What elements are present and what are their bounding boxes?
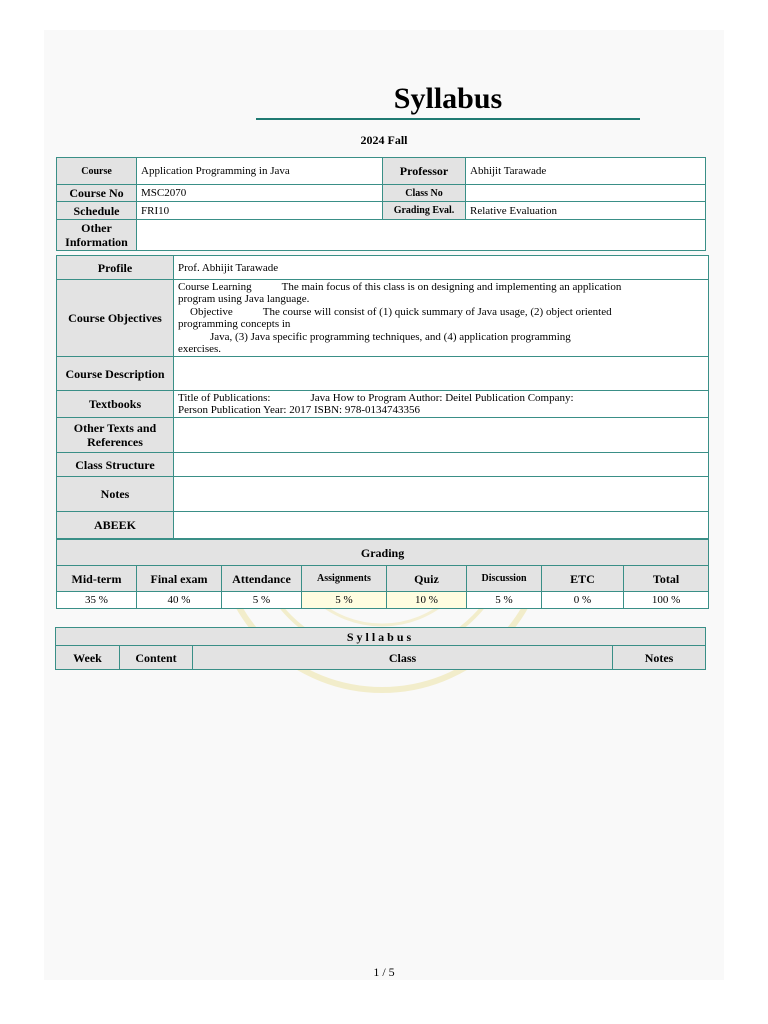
other-texts-label: Other Texts and References — [57, 418, 174, 453]
objectives-line: Objective — [190, 305, 233, 318]
textbooks-value — [174, 391, 709, 418]
grading-header: Discussion — [467, 566, 542, 592]
grading-value: 5 % — [302, 592, 387, 609]
grading-eval-value: Relative Evaluation — [466, 202, 706, 220]
page-total: / 5 — [382, 965, 395, 979]
grading-header: ETC — [542, 566, 624, 592]
objectives-line: The course will consist of (1) quick summary of Java usage, (2) object oriented — [262, 305, 612, 318]
profile-value: Prof. Abhijit Tarawade — [174, 256, 709, 280]
class-structure-label: Class Structure — [57, 453, 174, 477]
course-label: Course — [57, 158, 137, 185]
objectives-line: The main focus of this class is on designing and implementing an application — [281, 280, 622, 293]
grading-header: Mid-term — [57, 566, 137, 592]
textbooks-line: Title of Publications: — [178, 391, 271, 404]
professor-label: Professor — [383, 158, 466, 185]
class-header: Class — [193, 646, 613, 670]
objectives-line: program using Java language. — [178, 293, 310, 305]
description-value — [174, 357, 709, 391]
class-structure-value — [174, 453, 709, 477]
objectives-line: exercises. — [178, 343, 222, 355]
grading-value: 40 % — [137, 592, 222, 609]
grading-header: Final exam — [137, 566, 222, 592]
other-info-label: Other Information — [57, 220, 137, 251]
grading-value: 35 % — [57, 592, 137, 609]
class-no-value — [466, 185, 706, 202]
grading-header: Quiz — [387, 566, 467, 592]
notes-value — [174, 477, 709, 512]
course-no-value: MSC2070 — [137, 185, 383, 202]
textbooks-line: Person Publication Year: 2017 ISBN: 978-0134743356 — [178, 404, 420, 416]
abeek-label: ABEEK — [57, 512, 174, 539]
schedule-value: FRI10 — [137, 202, 383, 220]
grading-header: Assignments — [302, 566, 387, 592]
grading-value: 5 % — [467, 592, 542, 609]
course-value: Application Programming in Java — [137, 158, 383, 185]
course-no-label: Course No — [57, 185, 137, 202]
other-info-value — [137, 220, 706, 251]
course-details-table — [56, 255, 709, 539]
grading-header: Attendance — [222, 566, 302, 592]
grading-header: Total — [624, 566, 709, 592]
class-no-label: Class No — [383, 185, 466, 202]
grading-value: 100 % — [624, 592, 709, 609]
weekly-syllabus-title: Syllabus — [56, 628, 706, 646]
textbooks-label: Textbooks — [57, 391, 174, 418]
notes-label: Notes — [57, 477, 174, 512]
objectives-label: Course Objectives — [57, 280, 174, 357]
objectives-line: Java, (3) Java specific programming techniques, and (4) application programming — [210, 330, 571, 343]
grading-eval-label: Grading Eval. — [383, 202, 466, 220]
objectives-line: programming concepts in — [178, 318, 291, 330]
page-current: 1 — [373, 965, 380, 979]
notes-header: Notes — [613, 646, 706, 670]
document-title: Syllabus — [393, 82, 503, 115]
description-label: Course Description — [57, 357, 174, 391]
grading-table — [56, 539, 709, 609]
schedule-label: Schedule — [57, 202, 137, 220]
abeek-value — [174, 512, 709, 539]
grading-value: 0 % — [542, 592, 624, 609]
other-texts-value — [174, 418, 709, 453]
grading-value: 10 % — [387, 592, 467, 609]
content-header: Content — [120, 646, 193, 670]
grading-title: Grading — [57, 540, 709, 566]
professor-value: Abhijit Tarawade — [466, 158, 706, 185]
page-number — [340, 965, 428, 980]
profile-label: Profile — [57, 256, 174, 280]
grading-value: 5 % — [222, 592, 302, 609]
weekly-syllabus-table — [55, 627, 706, 670]
objectives-line: Course Learning — [178, 280, 252, 293]
textbooks-line: Java How to Program Author: Deitel Publication Company: — [310, 391, 574, 404]
week-header: Week — [56, 646, 120, 670]
title-underline — [256, 118, 640, 120]
course-info-table — [56, 157, 706, 251]
term-label: 2024 Fall — [360, 133, 408, 147]
objectives-value — [174, 280, 709, 357]
